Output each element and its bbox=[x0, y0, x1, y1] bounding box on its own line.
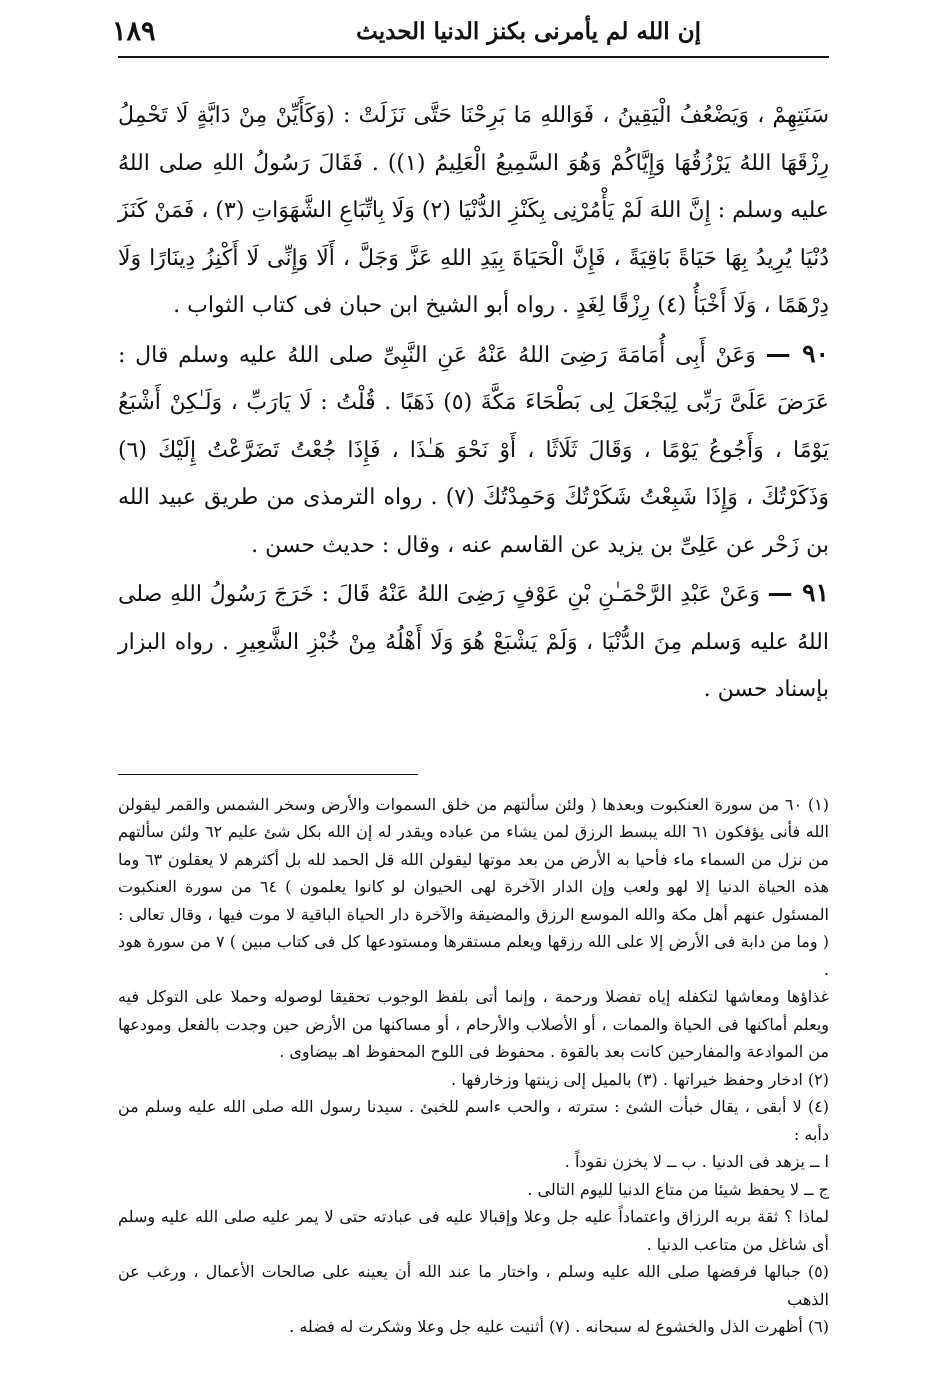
footnote-4: (٤) لا أبقى ، يقال خبأت الشئ : سترته ، والحب ءاسم للخبئ . سيدنا رسول الله صلى الله عليه وسلم من دأبه : bbox=[118, 1097, 829, 1144]
footnote-2-3: (٢) ادخار وحفظ خيراتها . (٣) بالميل إلى زينتها وزخارفها . bbox=[451, 1069, 829, 1089]
hadith-number-91: ٩١ — bbox=[767, 578, 829, 607]
paragraph-hadith-90 bbox=[118, 330, 829, 570]
hadith-number-90: ٩٠ — bbox=[765, 338, 829, 368]
footnotes bbox=[118, 791, 829, 1341]
main-text bbox=[118, 92, 829, 714]
footnote-4-items-a-b: ا ــ يزهد فى الدنيا . ب ــ لا يخزن نقوداً . bbox=[564, 1152, 829, 1171]
footnote-1: (١) ٦٠ من سورة العنكبوت وبعدها ( ولئن سألتهم من خلق السموات والأرض وسخر الشمس والقمر ليقولن الله فأنى يؤفكون ٦١ الله يبسط الرزق لمن يشاء من عباده ويقدر له إن الله بكل شئ عليم ٦٢ ولئن سألتهم من نزل من السماء ماء فأحيا به الأرض من بعد موتها ليقولن الله قل الحمد لله بل أكثرهم لا يعقلون ٦٣ وما هذه الحياة الدنيا إلا لهو ولعب وإن الدار الآخرة لهى الحيوان لو كانوا يعلمون ) ٦٤ من سورة العنكبوت المسئول عنهم أهل مكة والله الموسع الرزق والمضيقة والآخرة دار الحياة الباقية لا موت فيها ، وقال تعالى : ( وما من دابة فى الأرض إلا على الله رزقها ويعلم مستقرها ومستودعها كل فى كتاب مبين ) ٧ من سورة هود . bbox=[118, 794, 830, 979]
footnote-4-item-c: ج ــ لا يحفظ شيئا من متاع الدنيا لليوم التالى . bbox=[527, 1179, 829, 1199]
page-header bbox=[112, 14, 829, 58]
page-number: ١٨٩ bbox=[112, 16, 156, 47]
running-title: إن الله لم يأمرنى بكنز الدنيا الحديث bbox=[356, 18, 701, 45]
footnote-6-7: (٦) أظهرت الذل والخشوع له سبحانه . (٧) أثنيت عليه جل وعلا وشكرت له فضله . bbox=[289, 1317, 829, 1336]
footnote-4-why: لماذا ؟ ثقة بربه الرزاق واعتماداً عليه جل وعلا وإقبالا عليه فى عبادته حتى لا يمر عليه صلى الله عليه وسلم أى شاغل من متاعب الدنيا . bbox=[118, 1207, 829, 1254]
footnote-1-continued: غذاؤها ومعاشها لتكفله إياه تفضلا ورحمة ، وإنما أتى بلفظ الوجوب تحقيقا لوصوله وحملا على التوكل فيه ويعلم أماكنها فى الحياة والممات ، أو الأصلاب والأرحام ، أو مساكنها من الأرض حين وجدت بالفعل ومودعها من الموادعة والمفارحين كانت بعد بالقوة . محفوظ فى اللوح المحفوظ اهـ بيضاوى . bbox=[118, 987, 829, 1061]
footnote-separator bbox=[118, 774, 418, 775]
hadith-91-text: وَعَنْ عَبْدِ الرَّحْمَـٰنِ بْنِ عَوْفٍ رَضِىَ اللهُ عَنْهُ قَالَ : خَرَجَ رَسُولُ اللهِ صلى اللهُ عليه وَسلم مِنَ الدُّنْيَا ، وَلَمْ يَشْبَعْ هُوَ وَلَا أَهْلُهُ مِنْ خُبْزِ الشَّعِيرِ . رواه البزار بإسناد حسن . bbox=[118, 582, 829, 702]
footnote-5: (٥) جبالها فرفضها صلى الله عليه وسلم ، واختار ما عند الله أن يعينه على صالحات الأعمال ، ورغب عن الذهب bbox=[118, 1262, 830, 1309]
paragraph-hadith-91 bbox=[118, 569, 829, 714]
hadith-90-text: وَعَنْ أَبِى أُمَامَةَ رَضِىَ اللهُ عَنْهُ عَنِ النَّبِىِّ صلى اللهُ عليه وسلم قال : عَرَضَ عَلَىَّ رَبِّى لِيَجْعَلَ لِى بَطْحَاءَ مَكَّةَ (٥) ذَهَبًا . قُلْتُ : لَا يَارَبِّ ، وَلَـٰكِنْ أَشْبَعُ يَوْمًا ، وَأَجُوعُ يَوْمًا ، وَقَالَ ثَلَاثًا ، أَوْ نَحْوَ هَـٰذَا ، فَإِذَا جُعْتُ تَضَرَّعْتُ إِلَيْكَ (٦) وَذَكَرْتُكَ ، وَإِذَا شَبِعْتُ شَكَرْتُكَ وَحَمِدْتُكَ (٧) . رواه الترمذى من طريق عبيد الله بن زَحْر عن عَلِىِّ بن يزيد عن القاسم عنه ، وقال : حديث حسن . bbox=[118, 342, 829, 558]
paragraph-hadith-89-end: سَنَتِهِمْ ، وَيَضْعُفُ الْيَقِينُ ، فَوَاللهِ مَا بَرِحْنَا حَتَّى نَزَلَتْ : (وَكَأَيِّنْ مِنْ دَابَّةٍ لَا تَحْمِلُ رِزْقَهَا اللهُ يَرْزُقُهَا وَإِيَّاكُمْ وَهُوَ السَّمِيعُ الْعَلِيمُ (١)) . فَقَالَ رَسُولُ اللهِ صلى اللهُ عليه وسلم : إِنَّ اللهَ لَمْ يَأْمُرْنِى بِكَنْزِ الدُّنْيَا (٢) وَلَا بِاتِّبَاعِ الشَّهَوَاتِ (٣) ، فَمَنْ كَنَزَ دُنْيَا يُرِيدُ بِهَا حَيَاةً بَاقِيَةً ، فَإِنَّ الْحَيَاةَ بِيَدِ اللهِ عَزَّ وَجَلَّ ، أَلَا وَإِنِّى لَا أَكْنِزُ دِينَارًا وَلَا دِرْهَمًا ، وَلَا أَخْبَأُ (٤) رِزْقًا لِغَدٍ . رواه أبو الشيخ ابن حبان فى كتاب الثواب . bbox=[118, 103, 830, 318]
